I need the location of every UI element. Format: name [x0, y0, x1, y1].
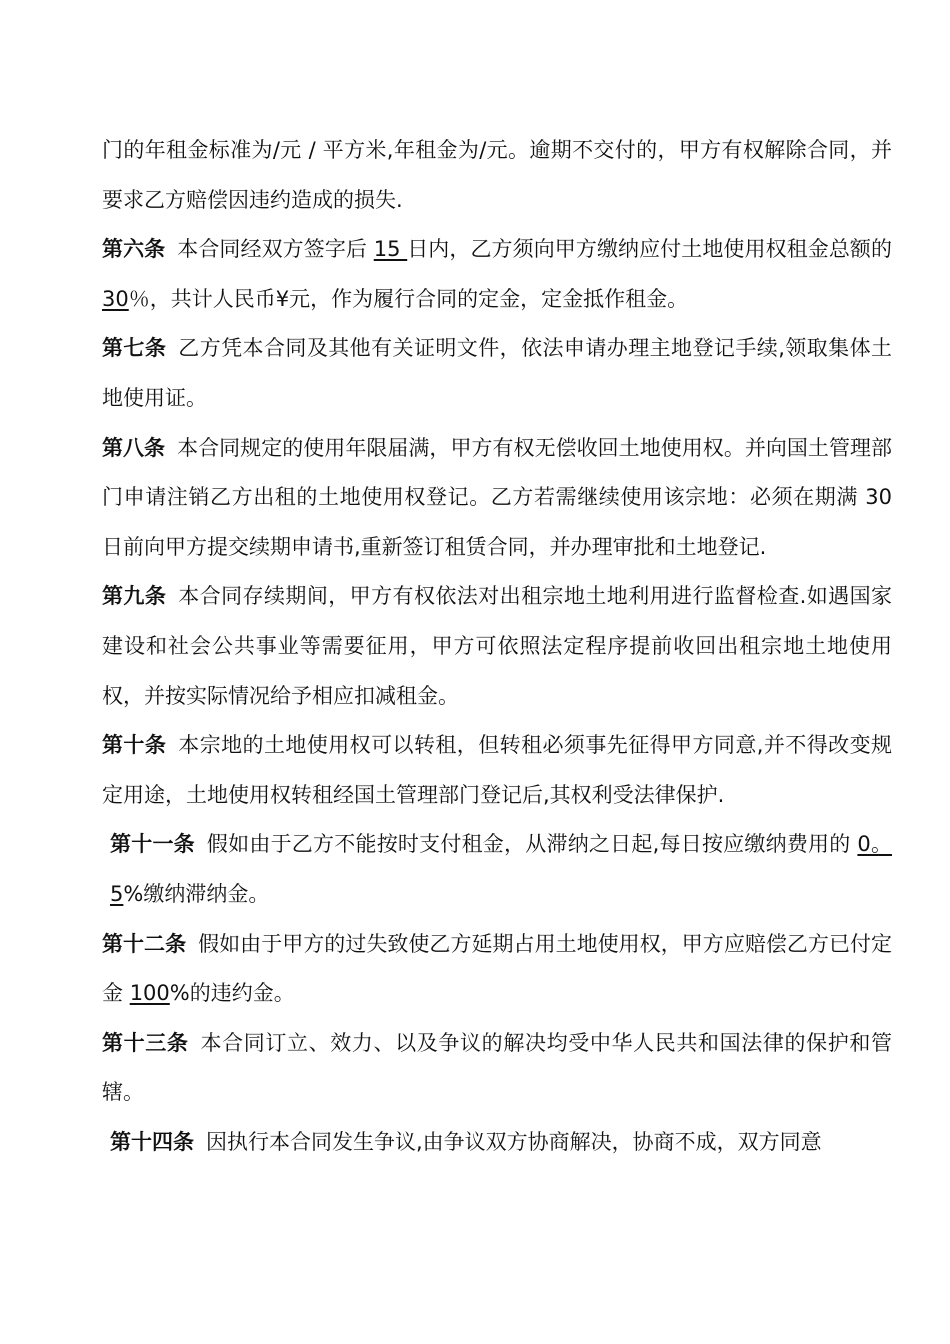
- clause-text: 本合同存续期间，甲方有权依法对出租宗地土地利用进行监督检查.如遇国家建设和社会公共事业等需要征用，甲方可依照法定程序提前收回出租宗地土地使用权，并按实际情况给予相应扣减租金。: [102, 584, 892, 708]
- clause-heading: 第十二条: [102, 931, 187, 956]
- clause-text: 日内，乙方须向甲方缴纳应付土地使用权租金总额的: [407, 237, 892, 262]
- clause-paragraph: [102, 126, 892, 225]
- clause-paragraph: [102, 324, 892, 423]
- filled-blank-value: 0。5: [110, 832, 892, 906]
- filled-blank-value: 100: [129, 981, 170, 1006]
- clause-heading: 第七条: [102, 336, 167, 361]
- clause-paragraph: [102, 721, 892, 820]
- clause-text: 假如由于乙方不能按时支付租金，从滞纳之日起,每日按应缴纳费用的: [206, 832, 858, 857]
- clause-heading: 第十条: [102, 733, 167, 758]
- clause-text: 假如由于甲方的过失致使乙方延期占用土地使用权，甲方应赔偿乙方已付定金: [102, 931, 893, 1006]
- clause-text: 本合同订立、效力、以及争议的解决均受中华人民共和国法律的保护和管辖。: [102, 1030, 892, 1105]
- clause-text: 因执行本合同发生争议,由争议双方协商解决，协商不成，双方同意: [206, 1129, 822, 1154]
- filled-blank-value: 15: [373, 237, 408, 262]
- clause-text: 门的年租金标准为/元 / 平方米,年租金为/元。逾期不交付的，甲方有权解除合同，并要求乙方赔偿因违约造成的损失.: [102, 138, 892, 212]
- clause-paragraph: [102, 424, 892, 573]
- clause-paragraph: [102, 920, 892, 1019]
- clause-text: 本宗地的土地使用权可以转租，但转租必须事先征得甲方同意,并不得改变规定用途，土地使用权转租经国土管理部门登记后,其权利受法律保护.: [102, 733, 892, 807]
- clause-text: %的违约金。: [169, 981, 295, 1006]
- clause-text: 本合同经双方签字后: [177, 237, 374, 262]
- clause-heading: 第十三条: [102, 1030, 189, 1055]
- clause-heading: 第六条: [102, 237, 166, 262]
- clause-paragraph: [102, 1019, 892, 1118]
- filled-blank-value: 30: [102, 286, 129, 311]
- clause-paragraph: [102, 820, 892, 919]
- document-body: [102, 126, 892, 1167]
- clause-paragraph: [102, 1118, 892, 1168]
- clause-paragraph: [102, 572, 892, 721]
- clause-heading: 第十一条: [110, 832, 195, 857]
- clause-heading: 第十四条: [110, 1129, 194, 1154]
- clause-text: 本合同规定的使用年限届满，甲方有权无偿收回土地使用权。并向国土管理部门申请注销乙方出租的土地使用权登记。乙方若需继续使用该宗地：必须在期满 30 日前向甲方提交续期申请书,重新签订租赁合同，并办理审批和土地登记.: [102, 435, 893, 559]
- clause-paragraph: [102, 225, 892, 324]
- clause-text: 乙方凭本合同及其他有关证明文件，依法申请办理主地登记手续,领取集体土地使用证。: [102, 336, 892, 410]
- clause-text: %缴纳滞纳金。: [123, 881, 270, 906]
- clause-text: ％，共计人民币¥元，作为履行合同的定金，定金抵作租金。: [128, 286, 689, 311]
- clause-heading: 第八条: [102, 435, 166, 460]
- clause-heading: 第九条: [102, 584, 167, 609]
